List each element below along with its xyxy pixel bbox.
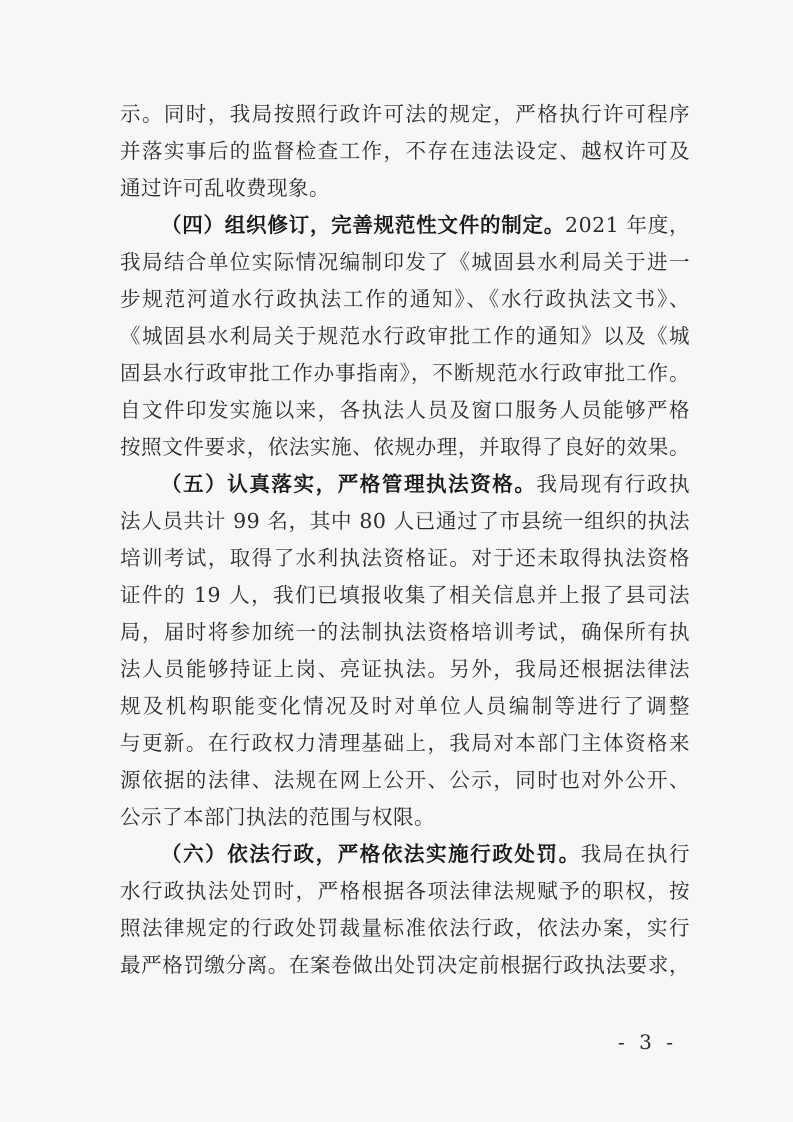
- section-heading: （六）依法行政，严格依法实施行政处罚。: [161, 842, 581, 866]
- section-heading: （四）组织修订，完善规范性文件的制定。: [161, 213, 566, 237]
- text-line: 固县水行政审批工作办事指南》，不断规范水行政审批工作。: [120, 361, 690, 385]
- text-line: 照法律规定的行政处罚裁量标准依法行政，依法办案，实行: [120, 916, 690, 940]
- text-line: 源依据的法律、法规在网上公开、公示，同时也对外公开、: [120, 768, 690, 792]
- text-line: 培训考试，取得了水利执法资格证。对于还未取得执法资格: [120, 546, 690, 570]
- text-run: 我局现有行政执: [536, 472, 691, 496]
- text-line: 证件的 19 人，我们已填报收集了相关信息并上报了县司法: [120, 583, 690, 607]
- section-heading: （五）认真落实，严格管理执法资格。: [161, 472, 537, 496]
- text-line: 步规范河道水行政执法工作的通知》、《水行政执法文书》、: [120, 287, 690, 311]
- text-line: 法人员共计 99 名，其中 80 人已通过了市县统一组织的执法: [120, 509, 690, 533]
- text-line: 公示了本部门执法的范围与权限。: [120, 805, 435, 829]
- text-run: 我局在执行: [580, 842, 691, 866]
- text-line: 示。同时，我局按照行政许可法的规定，严格执行许可程序: [120, 102, 690, 126]
- text-line: 规及机构职能变化情况及时对单位人员编制等进行了调整: [120, 694, 690, 718]
- section-heading-line: [120, 207, 690, 244]
- text-line: 自文件印发实施以来，各执法人员及窗口服务人员能够严格: [120, 398, 690, 422]
- text-line: 法人员能够持证上岗、亮证执法。另外，我局还根据法律法: [120, 657, 690, 681]
- text-line: 局，届时将参加统一的法制执法资格培训考试，确保所有执: [120, 620, 690, 644]
- text-line: 水行政执法处罚时，严格根据各项法律法规赋予的职权，按: [120, 879, 690, 903]
- text-line: 通过许可乱收费现象。: [120, 176, 330, 200]
- page-number: - 3 -: [618, 1030, 677, 1054]
- text-line: 并落实事后的监督检查工作，不存在违法设定、越权许可及: [120, 139, 690, 163]
- section-heading-line: [120, 466, 690, 503]
- text-line: 我局结合单位实际情况编制印发了《城固县水利局关于进一: [120, 250, 690, 274]
- section-heading-line: [120, 836, 690, 873]
- text-line: 按照文件要求，依法实施、依规办理，并取得了良好的效果。: [120, 435, 690, 459]
- text-line: 与更新。在行政权力清理基础上，我局对本部门主体资格来: [120, 731, 690, 755]
- text-line: 《城固县水利局关于规范水行政审批工作的通知》以及《城: [120, 324, 690, 348]
- document-body: [120, 96, 690, 984]
- text-line: 最严格罚缴分离。在案卷做出处罚决定前根据行政执法要求，: [120, 953, 690, 977]
- text-run: 2021 年度，: [565, 213, 691, 237]
